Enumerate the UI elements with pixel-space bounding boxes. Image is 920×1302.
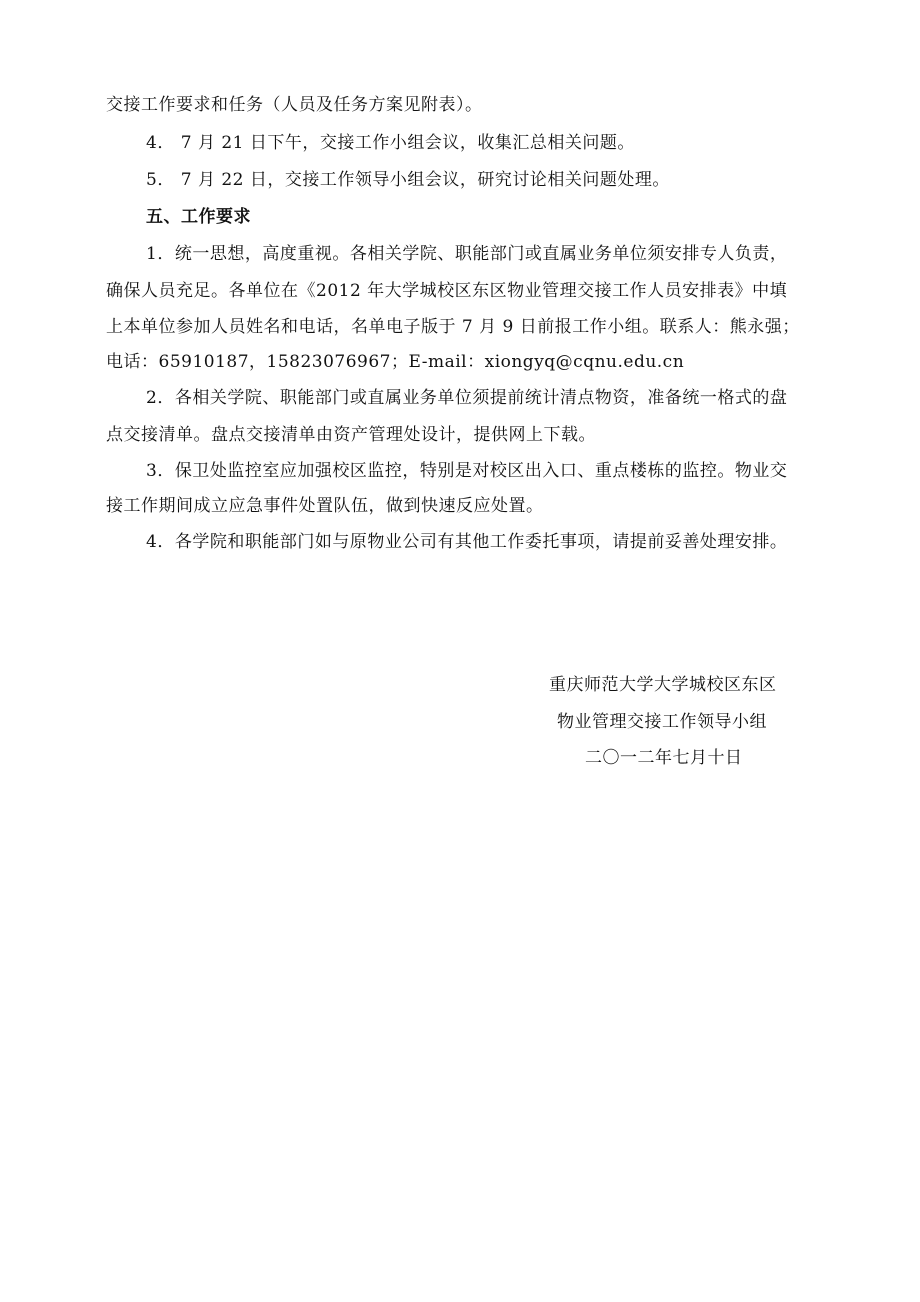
task-item-4: 4． 7 月 21 日下午，交接工作小组会议，收集汇总相关问题。 [146,133,635,153]
requirement-1-line: 1．统一思想，高度重视。各相关学院、职能部门或直属业务单位须安排专人负责， [146,244,788,264]
task-item-5: 5． 7 月 22 日，交接工作领导小组会议，研究讨论相关问题处理。 [146,170,670,190]
section-heading: 五、工作要求 [146,207,251,227]
signature-date: 二〇一二年七月十日 [585,748,743,768]
requirement-2-line: 点交接清单。盘点交接清单由资产管理处设计，提供网上下载。 [106,425,596,445]
requirement-2-line: 2．各相关学院、职能部门或直属业务单位须提前统计清点物资，准备统一格式的盘 [146,388,788,408]
signature-organization: 重庆师范大学大学城校区东区 [549,675,777,695]
requirement-1-line: 确保人员充足。各单位在《2012 年大学城校区东区物业管理交接工作人员安排表》中填 [106,281,788,301]
signature-group: 物业管理交接工作领导小组 [557,712,767,732]
requirement-3-line: 3．保卫处监控室应加强校区监控，特别是对校区出入口、重点楼栋的监控。物业交 [146,461,788,481]
contact-line: 电话：65910187，15823076967；E-mail：xiongyq@cqnu.edu.cn [106,352,685,372]
paragraph-line: 交接工作要求和任务（人员及任务方案见附表）。 [106,95,483,115]
requirement-1-line: 上本单位参加人员姓名和电话，名单电子版于 7 月 9 日前报工作小组。联系人：熊永强； [106,317,800,337]
requirement-4-line: 4．各学院和职能部门如与原物业公司有其他工作委托事项，请提前妥善处理安排。 [146,532,788,552]
requirement-3-line: 接工作期间成立应急事件处置队伍，做到快速反应处置。 [106,496,544,516]
